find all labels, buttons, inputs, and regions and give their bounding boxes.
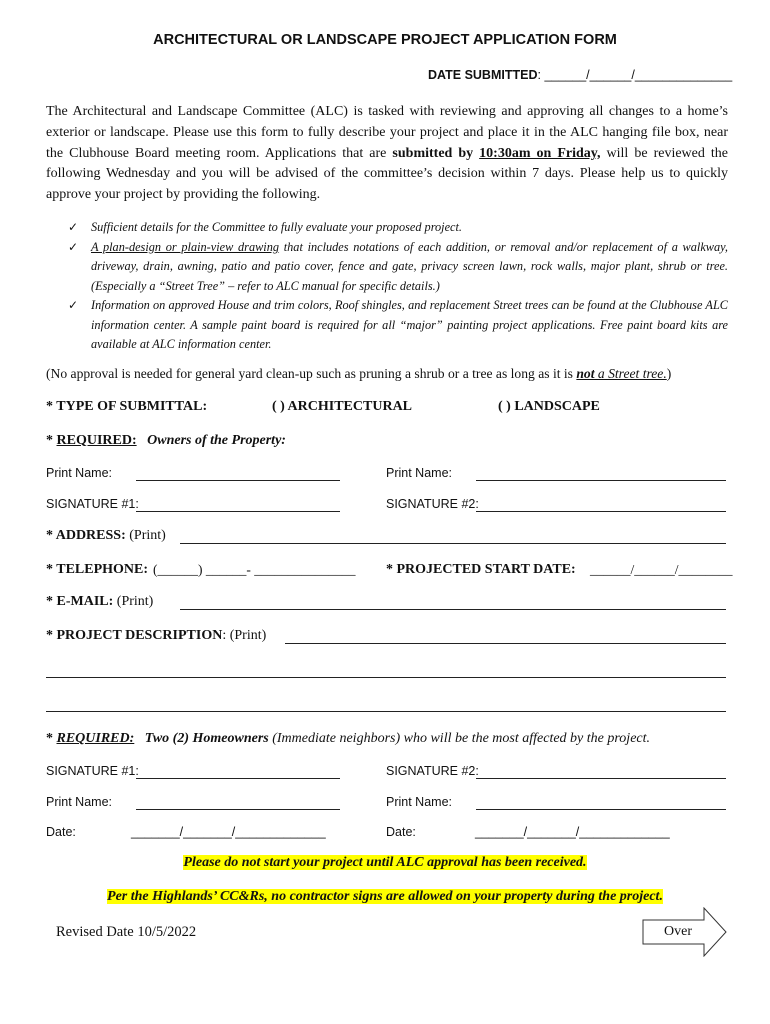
over-label: Over [664, 924, 692, 939]
bullet-text-1: Sufficient details for the Committee to fully evaluate your proposed project. [91, 220, 463, 234]
owner-print-name-1-label: Print Name: [46, 466, 112, 480]
list-item [68, 296, 728, 355]
intro-text-2: will be reviewed the following Wednesday and you will be advised of the committee’s decision within 7 days. Please help us to quickly approve your project by providing the following. [46, 145, 729, 203]
neighbor-date-2-field[interactable]: _______/_______/_____________ [475, 825, 670, 839]
landscape-checkbox[interactable]: ( ) LANDSCAPE [498, 399, 600, 414]
over-arrow [642, 907, 728, 957]
project-description-label [46, 628, 266, 644]
bullet-text-2-underlined: A plan-design or plain-view drawing [91, 239, 280, 254]
owners-star: * [46, 433, 57, 448]
email-label-text: * E-MAIL: [46, 594, 114, 609]
owner-signature-1-field[interactable] [136, 511, 340, 512]
checkmark-icon: ✓ [68, 239, 79, 254]
note-not: not [576, 366, 595, 381]
approval-note [46, 366, 671, 382]
homeowners-heading [46, 731, 650, 747]
warning-signs-text: Per the Highlands’ CC&Rs, no contractor signs are allowed on your property during the project. [107, 889, 663, 904]
homeowners-bold: Two (2) Homeowners [144, 731, 269, 746]
intro-deadline-2: 10:30am on Friday, [479, 145, 601, 161]
telephone-field[interactable]: (______) ______- _______________ [153, 562, 356, 577]
address-label-text: * ADDRESS: [46, 528, 126, 543]
submittal-type-label: * TYPE OF SUBMITTAL: [46, 399, 208, 414]
owner-print-name-2-label: Print Name: [386, 466, 452, 480]
checkmark-icon: ✓ [68, 220, 79, 234]
note-end: ) [666, 366, 672, 381]
project-description-field-1[interactable] [285, 643, 726, 644]
homeowners-required: REQUIRED: [56, 731, 135, 746]
warning-approval [0, 855, 770, 871]
owners-text: Owners of the Property: [147, 433, 286, 448]
checkmark-icon: ✓ [68, 298, 79, 312]
neighbor-signature-1-field[interactable] [136, 778, 340, 779]
owners-heading [46, 433, 286, 449]
owner-print-name-1-field[interactable] [136, 480, 340, 481]
date-submitted-sep: : [537, 68, 541, 82]
requirements-list [68, 218, 728, 355]
neighbor-date-2-label: Date: [386, 825, 416, 839]
neighbor-date-1-field[interactable]: _______/_______/_____________ [131, 825, 326, 839]
address-sub: (Print) [125, 528, 166, 543]
bullet-text-3: Information on approved House and trim colors, Roof shingles, and replacement Street trees can be found at the Clubhouse ALC information center. A sample paint board is required for all “major” painting project applications. Free paint board kits are available at ALC information center. [91, 298, 728, 351]
neighbor-signature-2-label: SIGNATURE #2: [386, 764, 479, 778]
neighbor-print-name-2-label: Print Name: [386, 795, 452, 809]
date-submitted [428, 68, 732, 82]
warning-approval-text: Please do not start your project until ALC approval has been received. [183, 855, 587, 870]
owner-print-name-2-field[interactable] [476, 480, 726, 481]
neighbor-print-name-2-field[interactable] [476, 809, 726, 810]
neighbor-print-name-1-field[interactable] [136, 809, 340, 810]
start-date-field[interactable]: ______/______/________ [590, 562, 733, 577]
start-date-label: * PROJECTED START DATE: [386, 562, 576, 577]
note-street-tree: a Street tree. [594, 366, 667, 381]
bullet-text-2: that includes notations of each addition, or removal and/or replacement of a walkway, driveway, drain, awning, patio and patio cover, fence and gate, privacy screen lawn, rock walls, major plant, shrub or tree. (Especially a “Street Tree” – refer to ALC manual for specific details.) [91, 239, 728, 293]
intro-deadline-1: submitted by [392, 145, 480, 161]
owners-required: REQUIRED: [56, 433, 137, 448]
address-label [46, 528, 166, 544]
list-item [68, 218, 728, 238]
intro-text-1: The Architectural and Landscape Committee (ALC) is tasked with reviewing and approving all changes to a home’s exterior or landscape. Please use this form to fully describe your project and place it in the ALC hanging file box, near the Clubhouse Board meeting room. Applications that are [46, 104, 728, 161]
owner-signature-2-field[interactable] [476, 511, 726, 512]
project-description-field-2[interactable] [46, 677, 726, 678]
owner-signature-2-label: SIGNATURE #2: [386, 497, 479, 511]
note-text: (No approval is needed for general yard clean-up such as pruning a shrub or a tree as long as it is [46, 366, 577, 381]
email-sub: (Print) [113, 594, 154, 609]
owner-signature-1-label: SIGNATURE #1: [46, 497, 139, 511]
neighbor-print-name-1-label: Print Name: [46, 795, 112, 809]
date-submitted-field[interactable]: ______/______/______________ [544, 68, 733, 82]
description-label-text: * PROJECT DESCRIPTION [46, 628, 223, 643]
neighbor-signature-2-field[interactable] [476, 778, 726, 779]
description-sub: : (Print) [222, 628, 267, 643]
email-field[interactable] [180, 609, 726, 610]
architectural-checkbox[interactable]: ( ) ARCHITECTURAL [272, 399, 413, 414]
homeowners-rest: (Immediate neighbors) who will be the most affected by the project. [268, 731, 651, 746]
intro-paragraph [46, 102, 728, 206]
address-field[interactable] [180, 543, 726, 544]
email-label [46, 594, 153, 610]
revised-date: Revised Date 10/5/2022 [56, 924, 197, 940]
list-item [68, 238, 728, 297]
neighbor-signature-1-label: SIGNATURE #1: [46, 764, 139, 778]
form-title: ARCHITECTURAL OR LANDSCAPE PROJECT APPLICATION FORM [153, 32, 617, 48]
homeowners-star: * [46, 731, 57, 746]
neighbor-date-1-label: Date: [46, 825, 76, 839]
telephone-label: * TELEPHONE: [46, 562, 149, 577]
date-submitted-label: DATE SUBMITTED [428, 68, 538, 82]
project-description-field-3[interactable] [46, 711, 726, 712]
warning-signs [0, 889, 770, 905]
